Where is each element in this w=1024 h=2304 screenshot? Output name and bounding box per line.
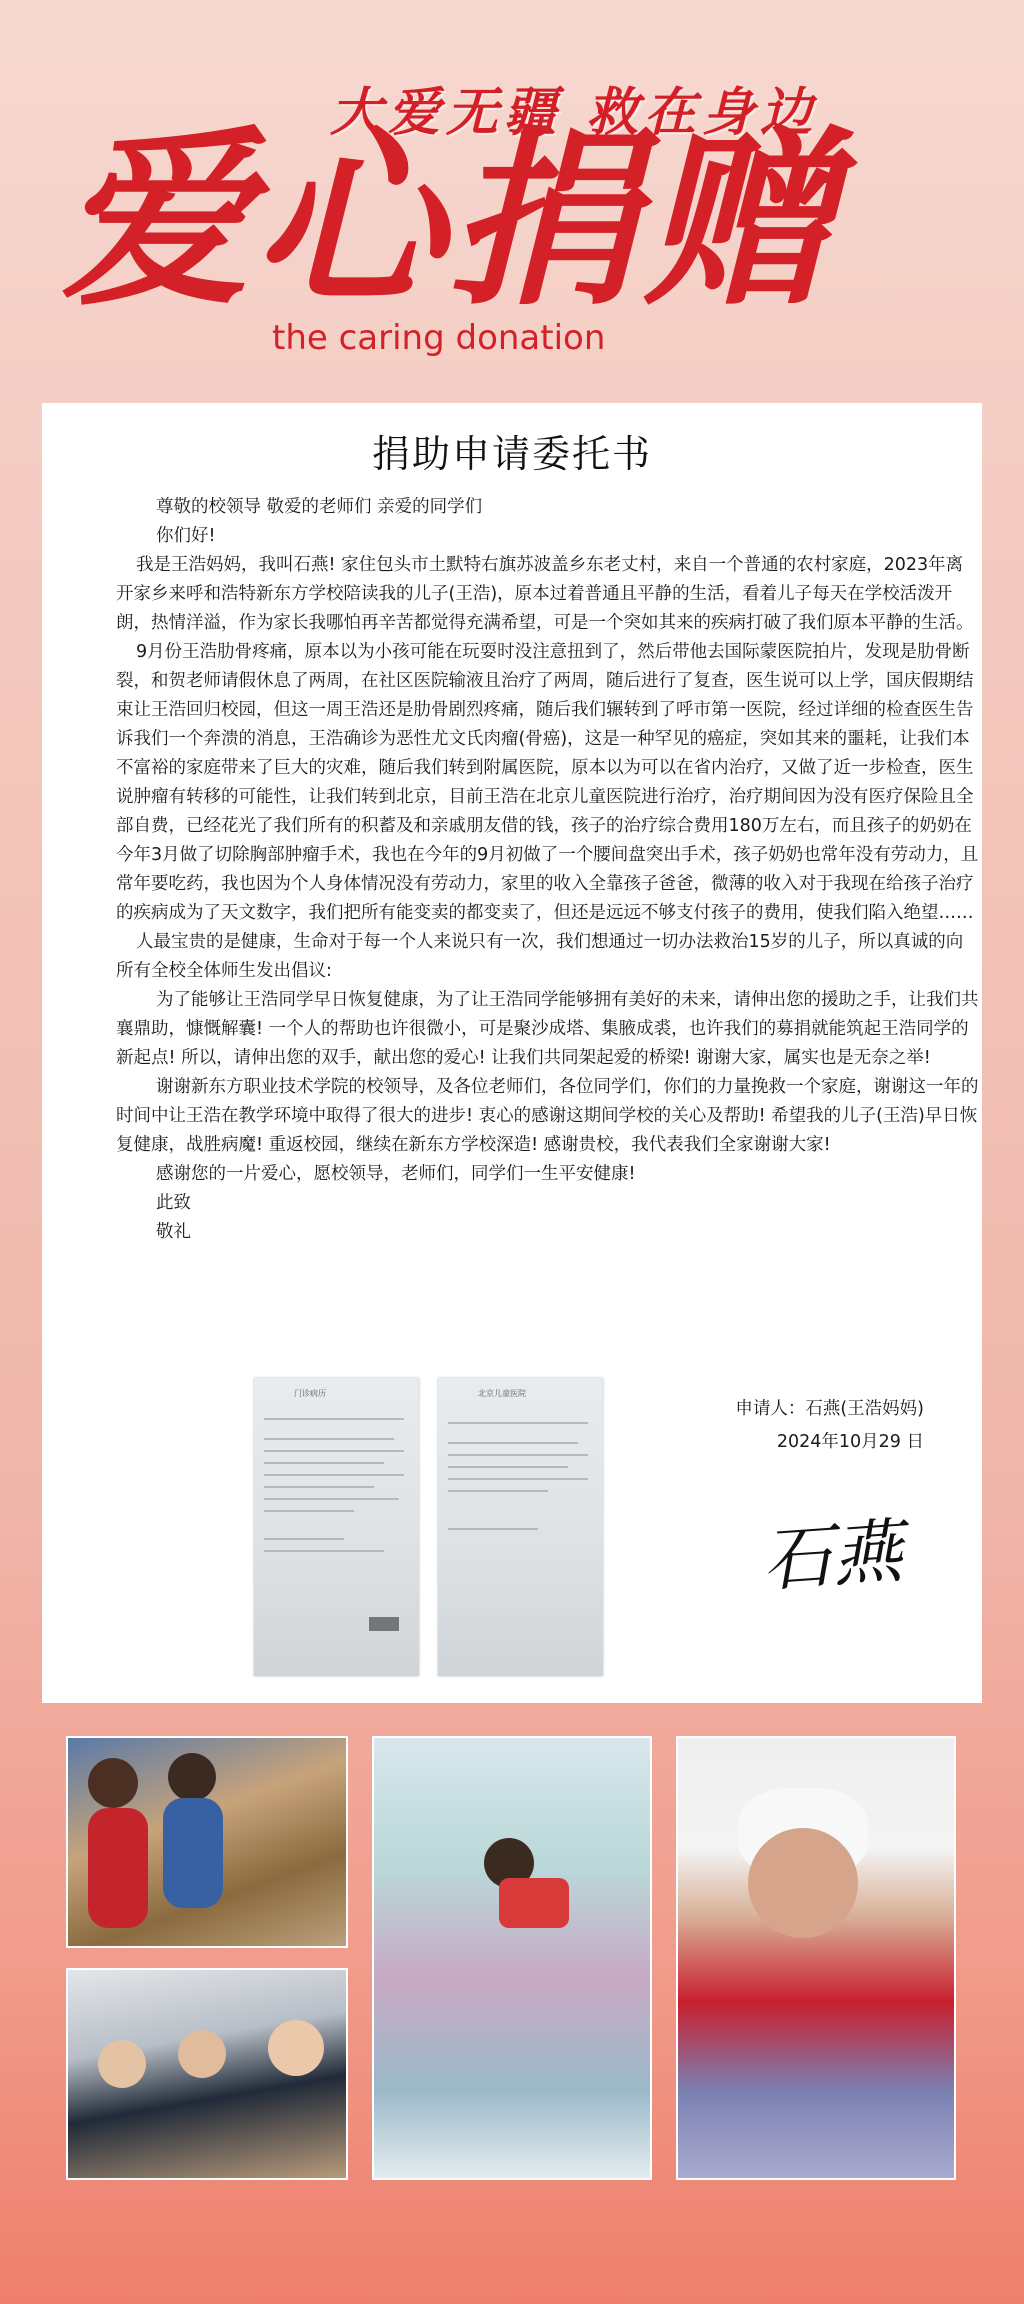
letter-date: 2024年10月29 日 — [776, 1432, 924, 1452]
paragraph: 人最宝贵的是健康，生命对于每一个人来说只有一次，我们想通过一切办法救治15岁的儿子，所以真诚的向所有全校全体师生发出倡议: — [116, 932, 964, 981]
hospital-bed-photo — [372, 1736, 652, 2180]
document-caption: 北京儿童医院 — [478, 1389, 526, 1398]
english-subtitle: the caring donation — [272, 318, 606, 358]
closing-2: 敬礼 — [156, 1222, 191, 1242]
handwritten-signature: 石燕 — [759, 1510, 906, 1602]
title-char: 爱 — [60, 108, 245, 331]
students-cooking-photo — [66, 1736, 348, 1948]
students-group-photo — [66, 1968, 348, 2180]
paragraph: 感谢您的一片爱心，愿校领导，老师们，同学们一生平安健康! — [156, 1164, 636, 1184]
document-caption: 门诊病历 — [294, 1389, 326, 1398]
paragraph: 为了能够让王浩同学早日恢复健康，为了让王浩同学能够拥有美好的未来，请伸出您的援助之手，让我们共襄鼎助，慷慨解囊! 一个人的帮助也许很微小，可是聚沙成塔、集腋成裘，也许我们的募捐就能筑起王浩同学的新起点! 所以，请伸出您的双手，献出您的爱心! 让我们共同架起爱的桥梁! 谢谢大家，属实也是无奈之举! — [116, 990, 979, 1068]
greeting: 你们好! — [156, 526, 216, 546]
pathology-report-photo — [438, 1378, 603, 1676]
paragraph: 9月份王浩肋骨疼痛，原本以为小孩可能在玩耍时没注意扭到了，然后带他去国际蒙医院拍片，发现是肋骨断裂，和贺老师请假休息了两周，在社区医院输液且治疗了两周，随后进行了复查，医生说可以上学，国庆假期结束让王浩回归校园，但这一周王浩还是肋骨剧烈疼痛，随后我们辗转到了呼市第一医院，经过详细的检查医生告诉我们一个奔溃的消息，王浩确诊为恶性尤文氏肉瘤(骨癌)，这是一种罕见的癌症，突如其来的噩耗，让我们本不富裕的家庭带来了巨大的灾难，随后我们转到附属医院，原本以为可以在省内治疗，又做了近一步检查，医生说肿瘤有转移的可能性，让我们转到北京，目前王浩在北京儿童医院进行治疗，治疗期间因为没有医疗保险且全部自费，已经花光了我们所有的积蓄及和亲戚朋友借的钱，孩子的治疗综合费用180万左右，而且孩子的奶奶在今年3月做了切除胸部肿瘤手术，我也在今年的9月初做了一个腰间盘突出手术，孩子奶奶也常年没有劳动力，且常年要吃药，我也因为个人身体情况没有劳动力，家里的收入全靠孩子爸爸，微薄的收入对于我现在给孩子治疗的疾病成为了天文数字，我们把所有能变卖的都变卖了，但还是远远不够支付孩子的费用，使我们陷入绝望…… — [116, 642, 979, 923]
letter-paper — [42, 403, 982, 1703]
slogan: 大爱无疆 救在身边 — [330, 82, 819, 143]
applicant-name: 申请人：石燕(王浩妈妈) — [735, 1399, 924, 1419]
title-char: 赠 — [642, 108, 827, 331]
closing-1: 此致 — [156, 1193, 191, 1213]
applicant-block — [735, 1393, 924, 1459]
title-char: 捐 — [448, 108, 633, 331]
medical-record-photo — [254, 1378, 419, 1676]
paragraph: 我是王浩妈妈，我叫石燕! 家住包头市土默特右旗苏波盖乡东老丈村，来自一个普通的农村家庭，2023年离开家乡来呼和浩特新东方学校陪读我的儿子(王浩)，原本过着普通且平静的生活，看着儿子每天在学校活泼开朗，热情洋溢，作为家长我哪怕再辛苦都觉得充满希望，可是一个突如其来的疾病打破了我们原本平静的生活。 — [116, 555, 974, 633]
patient-photo — [676, 1736, 956, 2180]
paragraph: 谢谢新东方职业技术学院的校领导，及各位老师们，各位同学们，你们的力量挽救一个家庭，谢谢这一年的时间中让王浩在教学环境中取得了很大的进步! 衷心的感谢这期间学校的关心及帮助! 希望我的儿子(王浩)早日恢复健康，战胜病魔! 重返校园，继续在新东方学校深造! 感谢贵校，我代表我们全家谢谢大家! — [116, 1077, 979, 1155]
title-char: 心 — [254, 108, 439, 331]
salutation: 尊敬的校领导 敬爱的老师们 亲爱的同学们 — [156, 497, 483, 517]
letter-title: 捐助申请委托书 — [371, 432, 652, 476]
letter-body — [116, 493, 980, 1247]
